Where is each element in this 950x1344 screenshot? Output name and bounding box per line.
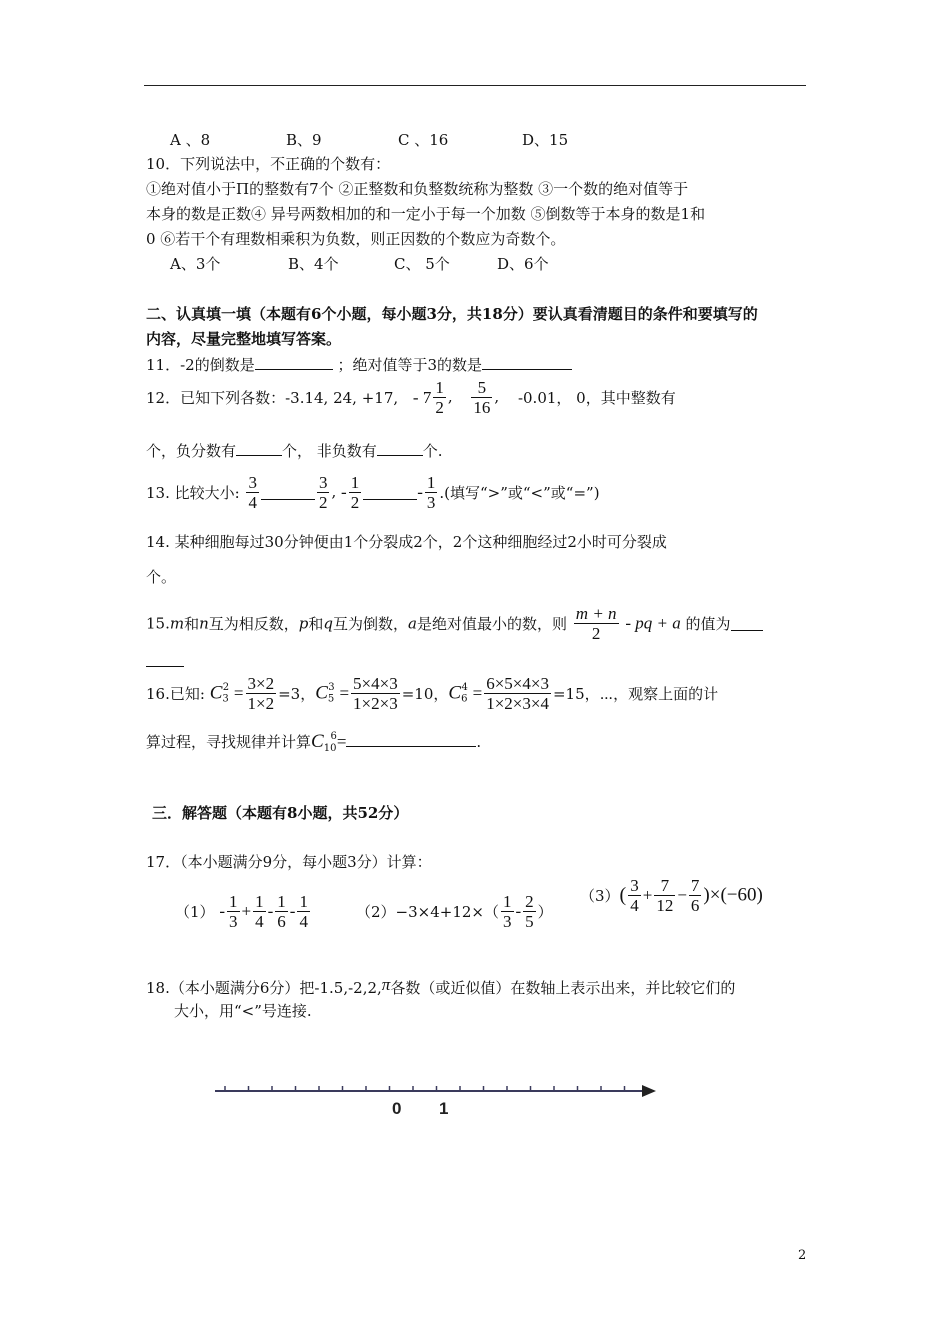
q16-blank[interactable] [346,732,476,747]
q16-frac-2: $\frac{5\times 4\times 3}{1\times 2\times 3}$ [353,674,398,713]
page-number: 2 [798,1248,807,1263]
q9-option-d: D、15 [522,131,569,149]
q12-lead: 12．已知下列各数：-3.14, 24, +17, [146,389,399,407]
q13-frac-4: $\frac{1}{3}$ [426,473,436,512]
q11 [146,354,572,375]
q18-line1: 18.（本小题满分6分）把-1.5,-2,2,π各数（或近似值）在数轴上表示出来，并比较它们的 [146,975,736,997]
q13-blank-1[interactable] [261,485,315,500]
q11-blank-1[interactable] [255,355,333,370]
number-line-label-0: 0 [392,1099,402,1118]
q17-stem: 17．（本小题满分9分，每小题3分）计算： [146,853,432,871]
section2-heading-line1: 二、认真填一填（本题有6个小题，每小题3分，共18分）要认真看清题目的条件和要填写的 [146,305,758,323]
q15-blank-continued[interactable] [146,666,184,667]
q10-option-a: A、3个 [170,255,221,273]
q12-fraction: $\frac{5}{16}$ [473,378,491,417]
q11-part-b: ；绝对值等于3的数是 [337,356,483,374]
q11-blank-2[interactable] [482,355,572,370]
q12-line1: 12．已知下列各数：-3.14, 24, +17, - 7 $\frac{1}{2}$ , $\frac{5}{16}$ , -0.01， 0，其中整数有 [146,378,676,417]
number-line-arrow [642,1085,656,1097]
q10-option-d: D、6个 [497,255,549,273]
number-line [210,1078,666,1118]
q9-option-c: C 、16 [398,131,449,149]
q17-part3: （3）( $\frac{3}{4}$ + $\frac{7}{12}$ − $\frac{7}{6}$ )×(−60) [580,876,763,915]
q10-option-c: C、 5个 [394,255,450,273]
q15: 15.m和n互为相反数，p和q互为倒数，a是绝对值最小的数，则 $\frac{m + n}{2}$ - pq + a 的值为 [146,604,763,643]
q13-frac-2: $\frac{3}{2}$ [318,473,328,512]
header-rule [144,85,806,86]
q12-blank-3[interactable] [377,441,423,456]
q16-frac-1: $\frac{3\times 2}{1\times 2}$ [247,674,275,713]
q13-frac-1: $\frac{3}{4}$ [248,473,257,512]
q16-frac-3: $\frac{6\times 5\times 4\times 3}{1\times 2\times 3\times 4}$ [486,674,549,713]
q10-option-b: B、4个 [288,255,339,273]
q10-line3: 0 ⑥若干个有理数相乘积为负数，则正因数的个数应为奇数个。 [146,230,566,248]
q13-frac-3: $\frac{1}{2}$ [350,473,360,512]
q10-stem: 10．下列说法中，不正确的个数有： [146,155,391,173]
q15-blank[interactable] [731,616,763,631]
q17-part2: （2）−3×4+12×（ $\frac{1}{3}$ - $\frac{2}{5}$ ） [356,892,553,931]
q9-option-a: A 、8 [170,131,211,149]
q13: 13. 比较大小: $\frac{3}{4}$ $\frac{3}{2}$ , - $\frac{1}{2}$ - $\frac{1}{3}$ .(填写“>”或“<”或“=”) [146,473,600,512]
q12-mixed-fraction: $\frac{1}{2}$ [435,378,444,417]
q17-part1: （1） - $\frac{1}{3}$ + $\frac{1}{4}$ - $\frac{1}{6}$ - $\frac{1}{4}$ [175,892,308,931]
q16-line2: 算过程，寻找规律并计算$C_{10}^6=$ . [146,731,482,754]
q11-part-a: 11．-2的倒数是 [146,356,255,374]
q12-blank-2[interactable] [236,441,282,456]
q15-fraction: $\frac{m + n}{2}$ [575,604,617,643]
q10-line1: ①绝对值小于Π的整数有7个 ②正整数和负整数统称为整数 ③一个数的绝对值等于 [146,180,689,198]
q14-line2: 个。 [146,568,177,586]
q12-mixed-whole: - 7 [412,387,432,407]
section2-heading-line2: 内容，尽量完整地填写答案。 [146,330,342,348]
number-line-label-1: 1 [439,1099,449,1118]
q10-line2: 本身的数是正数④ 异号两数相加的和一定小于每一个加数 ⑤倒数等于本身的数是1和 [146,205,706,223]
q12-line2: 个，负分数有 个， 非负数有 个. [146,442,443,460]
q16-line1: 16.已知: $C_3^2$ = $\frac{3\times 2}{1\times 2}$ =3，$C_5^3$ = $\frac{5\times 4\times 3}{1\times 2\times 3}$ =10，$C_6^4$ = $\frac{6\times 5\times 4\times 3}{1\times 2\times 3\times 4}$ =15，⋯，观察上面的计 [146,674,719,713]
section3-heading: 三．解答题（本题有8小题，共52分） [152,804,409,822]
q9-option-b: B、9 [286,131,322,149]
q12-tail: -0.01， 0，其中整数有 [517,389,676,407]
q14-line1: 14. 某种细胞每过30分钟便由1个分裂成2个，2个这种细胞经过2小时可分裂成 [146,533,667,551]
q13-blank-2[interactable] [363,485,417,500]
q18-line2: 大小，用“<”号连接. [174,1002,312,1020]
